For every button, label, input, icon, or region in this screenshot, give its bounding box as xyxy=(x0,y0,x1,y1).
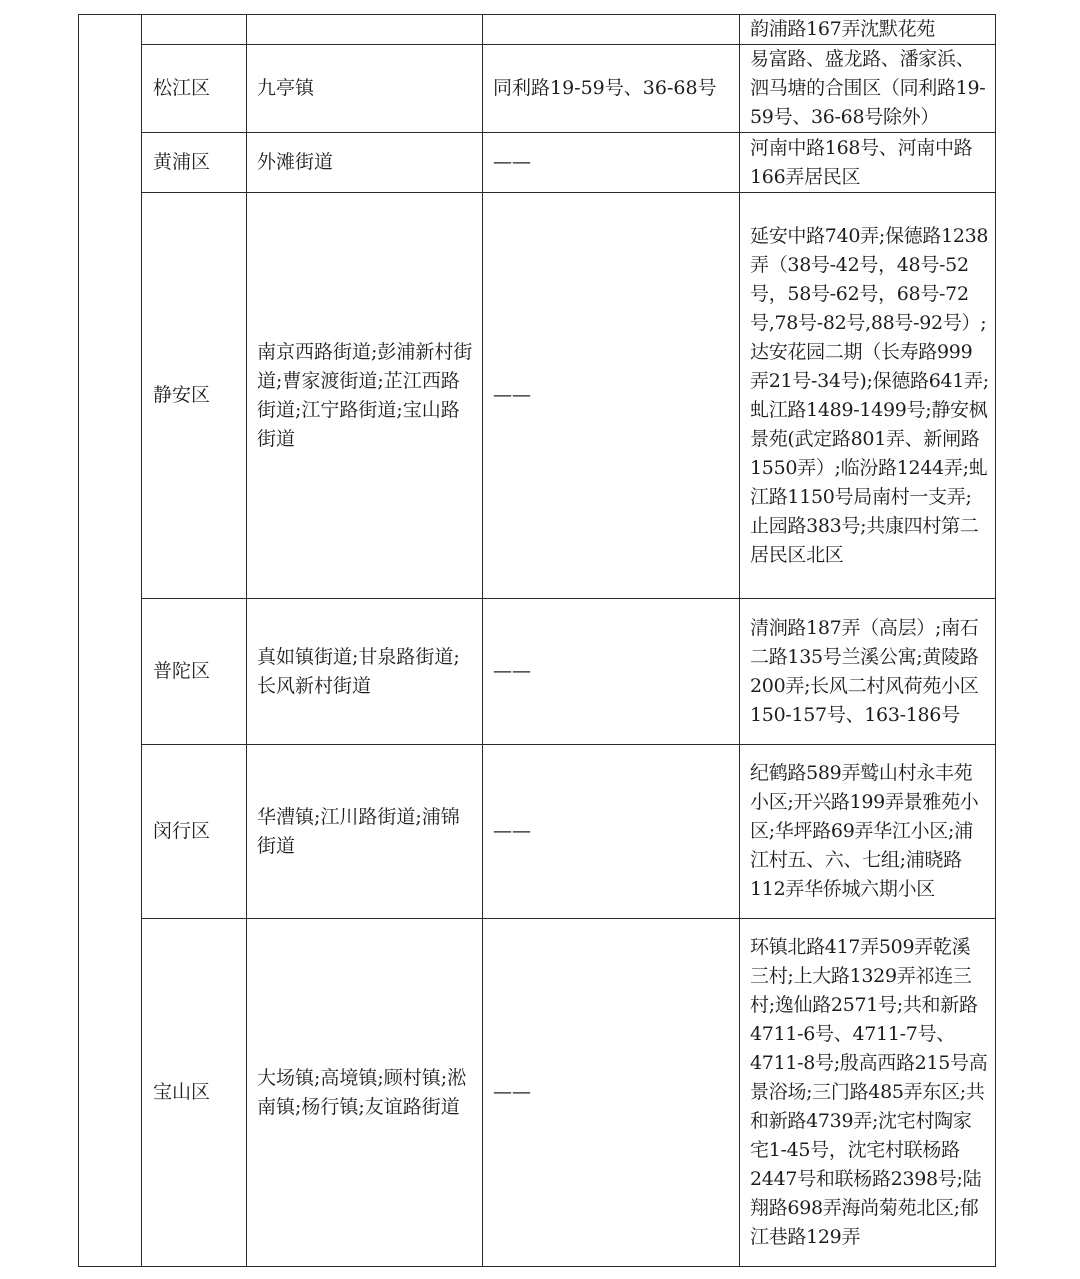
district-cell: 黄浦区 xyxy=(142,133,247,193)
road-cell: —— xyxy=(483,919,740,1267)
area-cell: 环镇北路417弄509弄乾溪三村;上大路1329弄祁连三村;逸仙路2571号;共和新路4711-6号、4711-7号、4711-8号;殷高西路215号高景浴场;三门路485弄东区;共和新路4739弄;沈宅村陶家宅1-45号，沈宅村联杨路2447号和联杨路2398号;陆翔路698弄海尚菊苑北区;郁江巷路129弄 xyxy=(740,919,996,1267)
table-row xyxy=(79,133,996,193)
road-cell: —— xyxy=(483,599,740,745)
index-column-cell xyxy=(79,15,142,1267)
street-cell: 南京西路街道;彭浦新村街道;曹家渡街道;芷江西路街道;江宁路街道;宝山路街道 xyxy=(247,193,483,599)
road-cell: —— xyxy=(483,193,740,599)
road-cell xyxy=(483,15,740,45)
table-row xyxy=(79,193,996,599)
district-cell: 普陀区 xyxy=(142,599,247,745)
area-cell: 河南中路168号、河南中路166弄居民区 xyxy=(740,133,996,193)
street-cell xyxy=(247,15,483,45)
street-cell: 大场镇;高境镇;顾村镇;淞南镇;杨行镇;友谊路街道 xyxy=(247,919,483,1267)
table-row xyxy=(79,45,996,133)
street-cell: 外滩街道 xyxy=(247,133,483,193)
table-row xyxy=(79,745,996,919)
area-cell: 延安中路740弄;保德路1238弄（38号-42号，48号-52号，58号-62号，68号-72号,78号-82号,88号-92号）;达安花园二期（长寿路999弄21号-34号);保德路641弄;虬江路1489-1499号;静安枫景苑(武定路801弄、新闸路1550弄）;临汾路1244弄;虬江路1150号局南村一支弄;止园路383号;共康四村第二居民区北区 xyxy=(740,193,996,599)
road-cell: —— xyxy=(483,133,740,193)
area-cell: 韵浦路167弄沈默花苑 xyxy=(740,15,996,45)
district-cell: 闵行区 xyxy=(142,745,247,919)
area-cell: 纪鹤路589弄鹫山村永丰苑小区;开兴路199弄景雅苑小区;华坪路69弄华江小区;浦江村五、六、七组;浦晓路112弄华侨城六期小区 xyxy=(740,745,996,919)
street-cell: 真如镇街道;甘泉路街道;长风新村街道 xyxy=(247,599,483,745)
district-cell: 松江区 xyxy=(142,45,247,133)
table-row xyxy=(79,599,996,745)
street-cell: 华漕镇;江川路街道;浦锦街道 xyxy=(247,745,483,919)
area-cell: 易富路、盛龙路、潘家浜、泗马塘的合围区（同利路19-59号、36-68号除外） xyxy=(740,45,996,133)
district-cell: 静安区 xyxy=(142,193,247,599)
table-row xyxy=(79,15,996,45)
road-cell: 同利路19-59号、36-68号 xyxy=(483,45,740,133)
street-cell: 九亭镇 xyxy=(247,45,483,133)
district-cell xyxy=(142,15,247,45)
road-cell: —— xyxy=(483,745,740,919)
district-cell: 宝山区 xyxy=(142,919,247,1267)
table-row xyxy=(79,919,996,1267)
area-cell: 清涧路187弄（高层）;南石二路135号兰溪公寓;黄陵路200弄;长风二村风荷苑小区150-157号、163-186号 xyxy=(740,599,996,745)
district-table xyxy=(78,14,996,1267)
